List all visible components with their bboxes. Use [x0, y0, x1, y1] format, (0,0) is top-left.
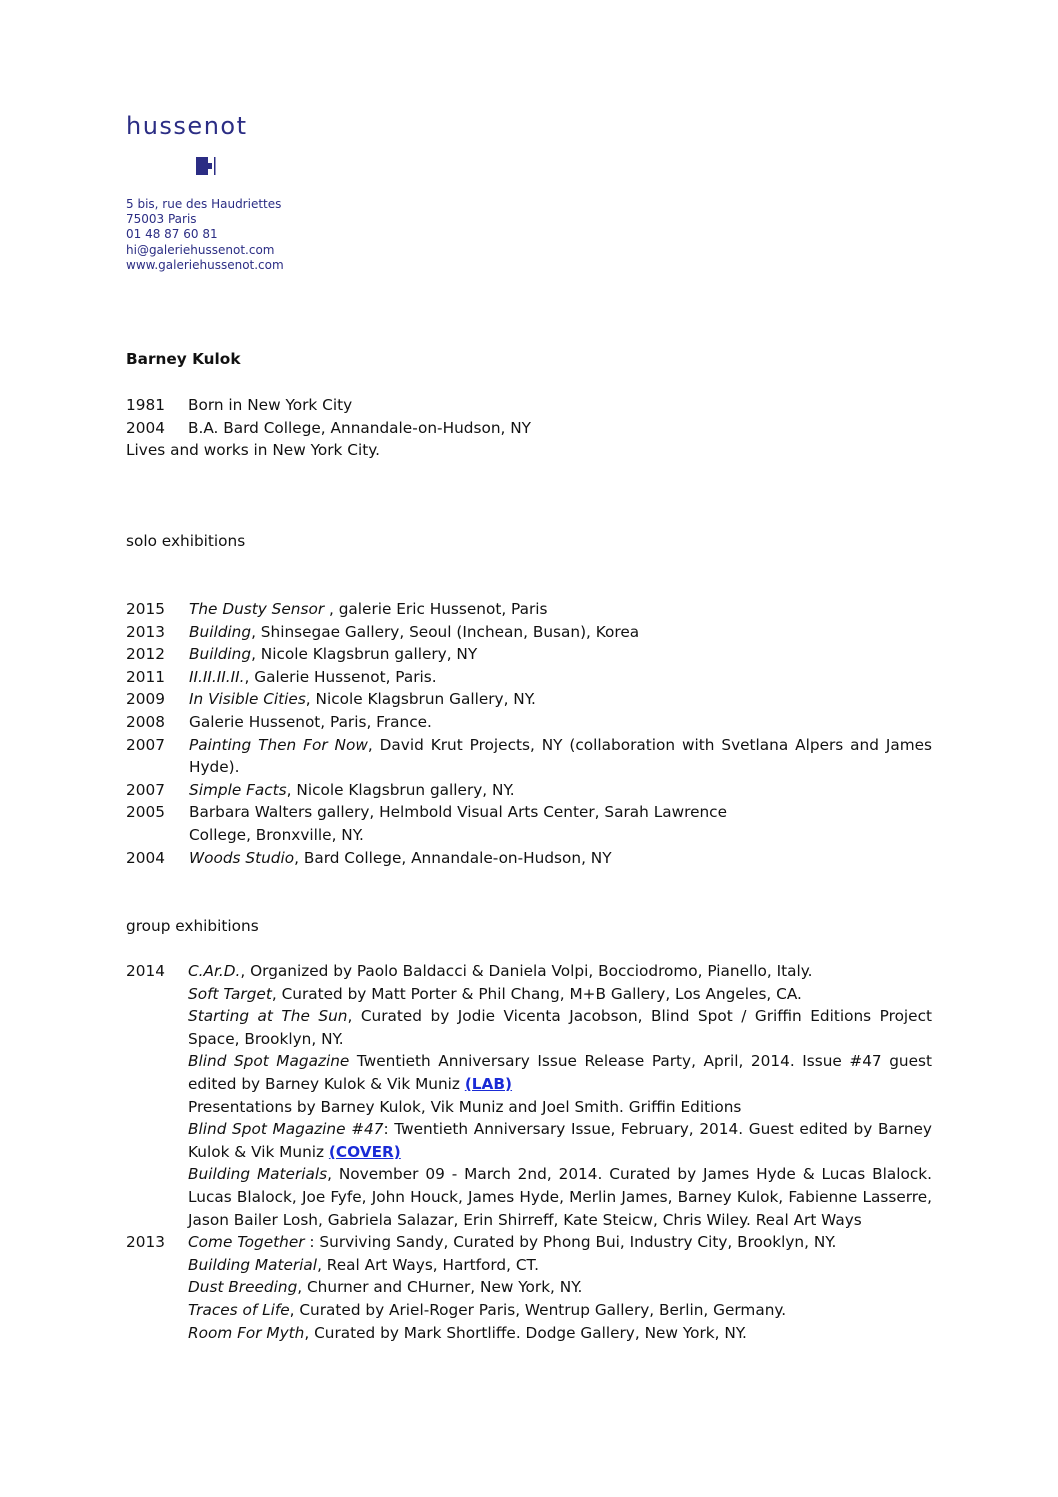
- group-details: , Curated by Jodie Vicenta Jacobson, Blind Spot / Griffin Editions Project Space, Brooklyn, NY.: [188, 1007, 932, 1048]
- group-year-block: [126, 960, 932, 1231]
- solo-item: [126, 598, 932, 621]
- solo-details: , galerie Eric Hussenot, Paris: [328, 600, 548, 618]
- group-item: [188, 1276, 932, 1299]
- group-title: Starting at The Sun: [188, 1007, 348, 1026]
- group-details: : Surviving Sandy, Curated by Phong Bui, Industry City, Brooklyn, NY.: [309, 1233, 837, 1252]
- logo-wordmark: hussenot: [126, 112, 248, 140]
- bio-row: [126, 417, 932, 440]
- group-details: , Real Art Ways, Hartford, CT.: [317, 1255, 539, 1274]
- solo-item: [126, 643, 932, 666]
- address-line: 5 bis, rue des Haudriettes: [126, 197, 282, 211]
- bio-text: Born in New York City: [188, 396, 353, 414]
- solo-list: [126, 598, 932, 869]
- group-title: Traces of Life: [188, 1300, 290, 1319]
- solo-details: , Nicole Klagsbrun gallery, NY.: [286, 780, 515, 799]
- group-item: [188, 1322, 932, 1345]
- solo-year: 2004: [126, 848, 165, 867]
- logo-mark-icon: [196, 156, 220, 176]
- bio-year: 1981: [126, 396, 165, 414]
- cover-link[interactable]: (COVER): [328, 1142, 401, 1161]
- group-item: [188, 1299, 932, 1322]
- group-year: 2014: [126, 962, 165, 980]
- solo-title: Simple Facts: [189, 780, 287, 799]
- solo-year: 2012: [126, 645, 165, 664]
- solo-item: [126, 711, 932, 734]
- group-item: [188, 1050, 932, 1095]
- solo-title: Painting Then For Now: [189, 735, 368, 754]
- group-title: C.Ar.D.: [188, 962, 241, 980]
- group-title: Building Materials: [188, 1165, 328, 1184]
- solo-details: , Nicole Klagsbrun Gallery, NY.: [305, 690, 536, 709]
- group-details: , Curated by Mark Shortliffe. Dodge Gallery, New York, NY.: [304, 1323, 747, 1342]
- solo-year: 2007: [126, 780, 165, 799]
- group-year-block: [126, 1231, 932, 1344]
- group-title: Dust Breeding: [188, 1278, 298, 1297]
- solo-details: , David Krut Projects, NY (collaboration with Svetlana Alpers and James Hyde).: [189, 735, 933, 777]
- group-item: [188, 1254, 932, 1277]
- group-title: Come Together: [188, 1233, 310, 1252]
- solo-year: 2013: [126, 622, 165, 641]
- solo-details: Galerie Hussenot, Paris, France.: [189, 712, 432, 731]
- solo-year: 2011: [126, 667, 165, 686]
- solo-item: [126, 734, 932, 779]
- solo-details: , Bard College, Annandale-on-Hudson, NY: [294, 848, 612, 867]
- group-details: , November 09 - March 2nd, 2014. Curated by James Hyde & Lucas Blalock. Lucas Blalock, Joe Fyfe, John Houck, James Hyde, Merlin James, Barney Kulok, Fabienne Lasserre, Jason Bailer Losh, Gabriela Salazar, Erin Shirreff, Kate Steicw, Chris Wiley. Real Art Ways: [188, 1165, 932, 1229]
- solo-item: [126, 801, 932, 846]
- group-year: 2013: [126, 1233, 165, 1252]
- group-item: Presentations by Barney Kulok, Vik Muniz and Joel Smith. Griffin Editions: [188, 1097, 742, 1116]
- email-link[interactable]: hi@galeriehussenot.com: [126, 242, 275, 257]
- solo-year: 2009: [126, 690, 165, 709]
- solo-details: , Galerie Hussenot, Paris.: [244, 667, 437, 686]
- group-details: , Organized by Paolo Baldacci & Daniela Volpi, Bocciodromo, Pianello, Italy.: [240, 962, 813, 980]
- solo-title: The Dusty Sensor: [189, 600, 329, 618]
- bio-row: [126, 394, 932, 417]
- group-list: [126, 960, 932, 1344]
- group-title: Blind Spot Magazine: [188, 1052, 350, 1071]
- solo-details: , Nicole Klagsbrun gallery, NY: [251, 645, 478, 664]
- solo-item: [126, 847, 932, 870]
- group-details: , Curated by Matt Porter & Phil Chang, M+B Gallery, Los Angeles, CA.: [271, 984, 802, 1003]
- gallery-contact: [126, 197, 284, 273]
- phone-number: 01 48 87 60 81: [126, 227, 218, 242]
- solo-title: In Visible Cities: [189, 690, 306, 709]
- website-link[interactable]: www.galeriehussenot.com: [126, 257, 284, 272]
- solo-item: [126, 688, 932, 711]
- bio-block: [126, 394, 932, 462]
- solo-year: 2015: [126, 600, 165, 618]
- group-item: [188, 960, 932, 983]
- solo-item: [126, 621, 932, 644]
- group-item: [188, 1231, 932, 1254]
- solo-year: 2008: [126, 712, 165, 731]
- solo-title: II.II.II.II.: [189, 667, 245, 686]
- solo-title: Building: [189, 645, 252, 664]
- solo-details-cont: College, Bronxville, NY.: [189, 825, 364, 844]
- lives-text: Lives and works in New York City.: [126, 441, 380, 460]
- group-item: [188, 1118, 932, 1163]
- solo-heading: solo exhibitions: [126, 532, 246, 550]
- solo-item: [126, 666, 932, 689]
- address-city: 75003 Paris: [126, 212, 197, 227]
- group-item: [188, 1163, 932, 1231]
- solo-year: 2007: [126, 735, 165, 754]
- solo-title: Woods Studio: [189, 848, 295, 867]
- artist-name: Barney Kulok: [126, 350, 241, 368]
- group-title: Room For Myth: [188, 1323, 305, 1342]
- bio-year: 2004: [126, 418, 165, 437]
- solo-details: , Shinsegae Gallery, Seoul (Inchean, Busan), Korea: [251, 622, 640, 641]
- bio-text: B.A. Bard College, Annandale-on-Hudson, NY: [188, 418, 532, 437]
- group-heading: group exhibitions: [126, 917, 259, 935]
- group-details: Twentieth Anniversary Issue Release Party, April, 2014. Issue #47 guest edited by Barney Kulok & Vik Muniz: [188, 1052, 933, 1093]
- group-item: [188, 983, 932, 1006]
- gallery-logo: [126, 112, 248, 140]
- group-details: : Twentieth Anniversary Issue, February, 2014. Guest edited by Barney Kulok & Vik Muniz: [188, 1120, 932, 1161]
- group-details: , Churner and CHurner, New York, NY.: [297, 1278, 583, 1297]
- lab-link[interactable]: (LAB): [464, 1074, 513, 1093]
- group-details: , Curated by Ariel-Roger Paris, Wentrup Gallery, Berlin, Germany.: [289, 1300, 787, 1319]
- solo-details: Barbara Walters gallery, Helmbold Visual Arts Center, Sarah Lawrence: [189, 803, 727, 822]
- group-item: [188, 1005, 932, 1050]
- group-title: Blind Spot Magazine #47: [188, 1120, 384, 1139]
- solo-title: Building: [189, 622, 252, 641]
- group-title: Soft Target: [188, 984, 272, 1003]
- solo-item: [126, 779, 932, 802]
- group-title: Building Material: [188, 1255, 318, 1274]
- solo-year: 2005: [126, 803, 165, 822]
